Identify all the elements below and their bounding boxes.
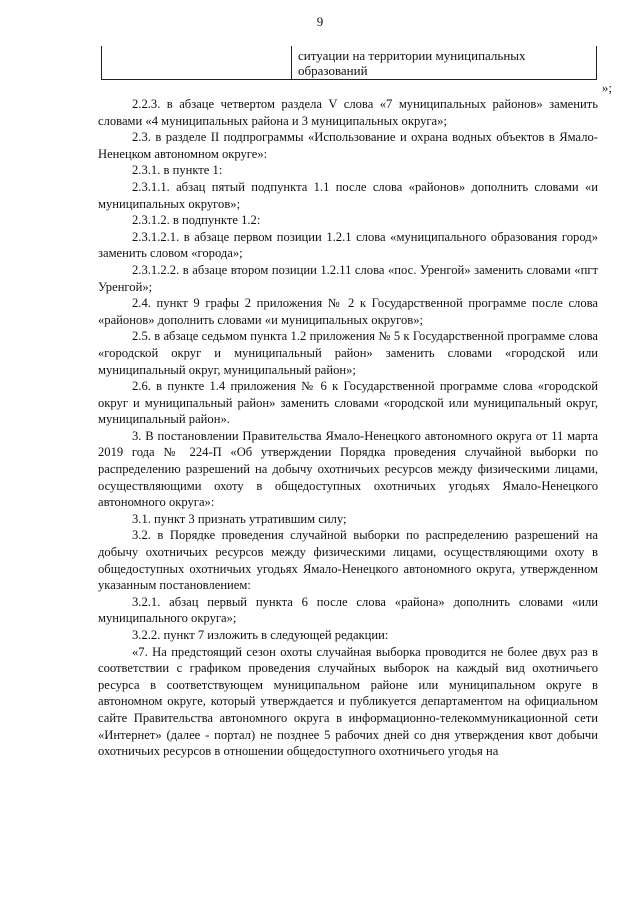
paragraph: 3.2.1. абзац первый пункта 6 после слова «района» дополнить словами «или муниципального округа»; — [98, 594, 598, 626]
paragraph: 2.6. в пункте 1.4 приложения № 6 к Государственной программе слова «городской округ и муниципальный район» заменить словами «городской или муниципальный округ, муниципальный район». — [98, 379, 598, 427]
paragraph: 2.3.1. в пункте 1: — [132, 163, 223, 178]
paragraph: 2.3.1.1. абзац пятый подпункта 1.1 после слова «районов» дополнить словами «и муниципальных округов»; — [98, 179, 598, 211]
page-number: 9 — [316, 14, 324, 29]
document-body — [98, 96, 598, 760]
paragraph: 2.3. в разделе II подпрограммы «Использование и охрана водных объектов в Ямало-Ненецком автономном округе»: — [98, 130, 598, 161]
paragraph: 2.4. пункт 9 графы 2 приложения № 2 к Государственной программе после слова «районов» дополнить словами «и муниципальных округов»; — [98, 296, 598, 327]
closing-quote: »; — [601, 80, 612, 95]
table-cell-empty — [102, 46, 292, 79]
paragraph: 2.3.1.2.1. в абзаце первом позиции 1.2.1 слова «муниципального образования город» заменить словом «города»; — [98, 229, 598, 261]
table-cell-text: ситуации на территории муниципальных образований — [298, 48, 526, 78]
paragraph: 2.2.3. в абзаце четвертом раздела V слова «7 муниципальных районов» заменить словами «4 муниципальных района и 3 муниципальных округа»; — [98, 97, 598, 128]
paragraph: 3.2. в Порядке проведения случайной выборки по распределению разрешений на добычу охотничьих ресурсов между физическими лицами, осуществляющими охоту в общедоступных охотничьих угодьях Ямало-Ненецкого автономного округа, утвержденном указанным постановлением: — [98, 528, 598, 593]
paragraph: 3. В постановлении Правительства Ямало-Ненецкого автономного округа от 11 марта 2019 года № 224-П «Об утверждении Порядка проведения случайной выборки по распределению разрешений на добычу охотничьих ресурсов между физическими лицами, осуществляющими охоту в общедоступных охотничьих угодьях Ямало-Ненецкого автономного округа»: — [98, 428, 598, 510]
paragraph: 3.1. пункт 3 признать утратившим силу; — [132, 511, 347, 526]
paragraph: «7. На предстоящий сезон охоты случайная выборка проводится не более двух раз в соответствии с графиком проведения случайных выборок на каждый вид охотничьего ресурса в соответствующем муниципальном районе или муниципальном округе в автономном округе, который утверждается и публикуется департаментом на официальном сайте Правительства автономного округа в информационно-телекоммуникационной сети «Интернет» (далее - портал) не позднее 5 рабочих дней со дня утверждения квот добычи охотничьих ресурсов в отношении общедоступного охотничьего угодья на — [98, 644, 598, 759]
paragraph: 2.5. в абзаце седьмом пункта 1.2 приложения № 5 к Государственной программе слова «городской округ и муниципальный район» заменить словами «городской или муниципальный округ, муниципальный район»; — [98, 329, 598, 377]
paragraph: 2.3.1.2.2. в абзаце втором позиции 1.2.11 слова «пос. Уренгой» заменить словами «пгт Уренгой»; — [98, 262, 598, 294]
continued-table-fragment — [101, 46, 597, 80]
paragraph: 3.2.2. пункт 7 изложить в следующей редакции: — [132, 628, 389, 642]
paragraph: 2.3.1.2. в подпункте 1.2: — [132, 213, 261, 228]
